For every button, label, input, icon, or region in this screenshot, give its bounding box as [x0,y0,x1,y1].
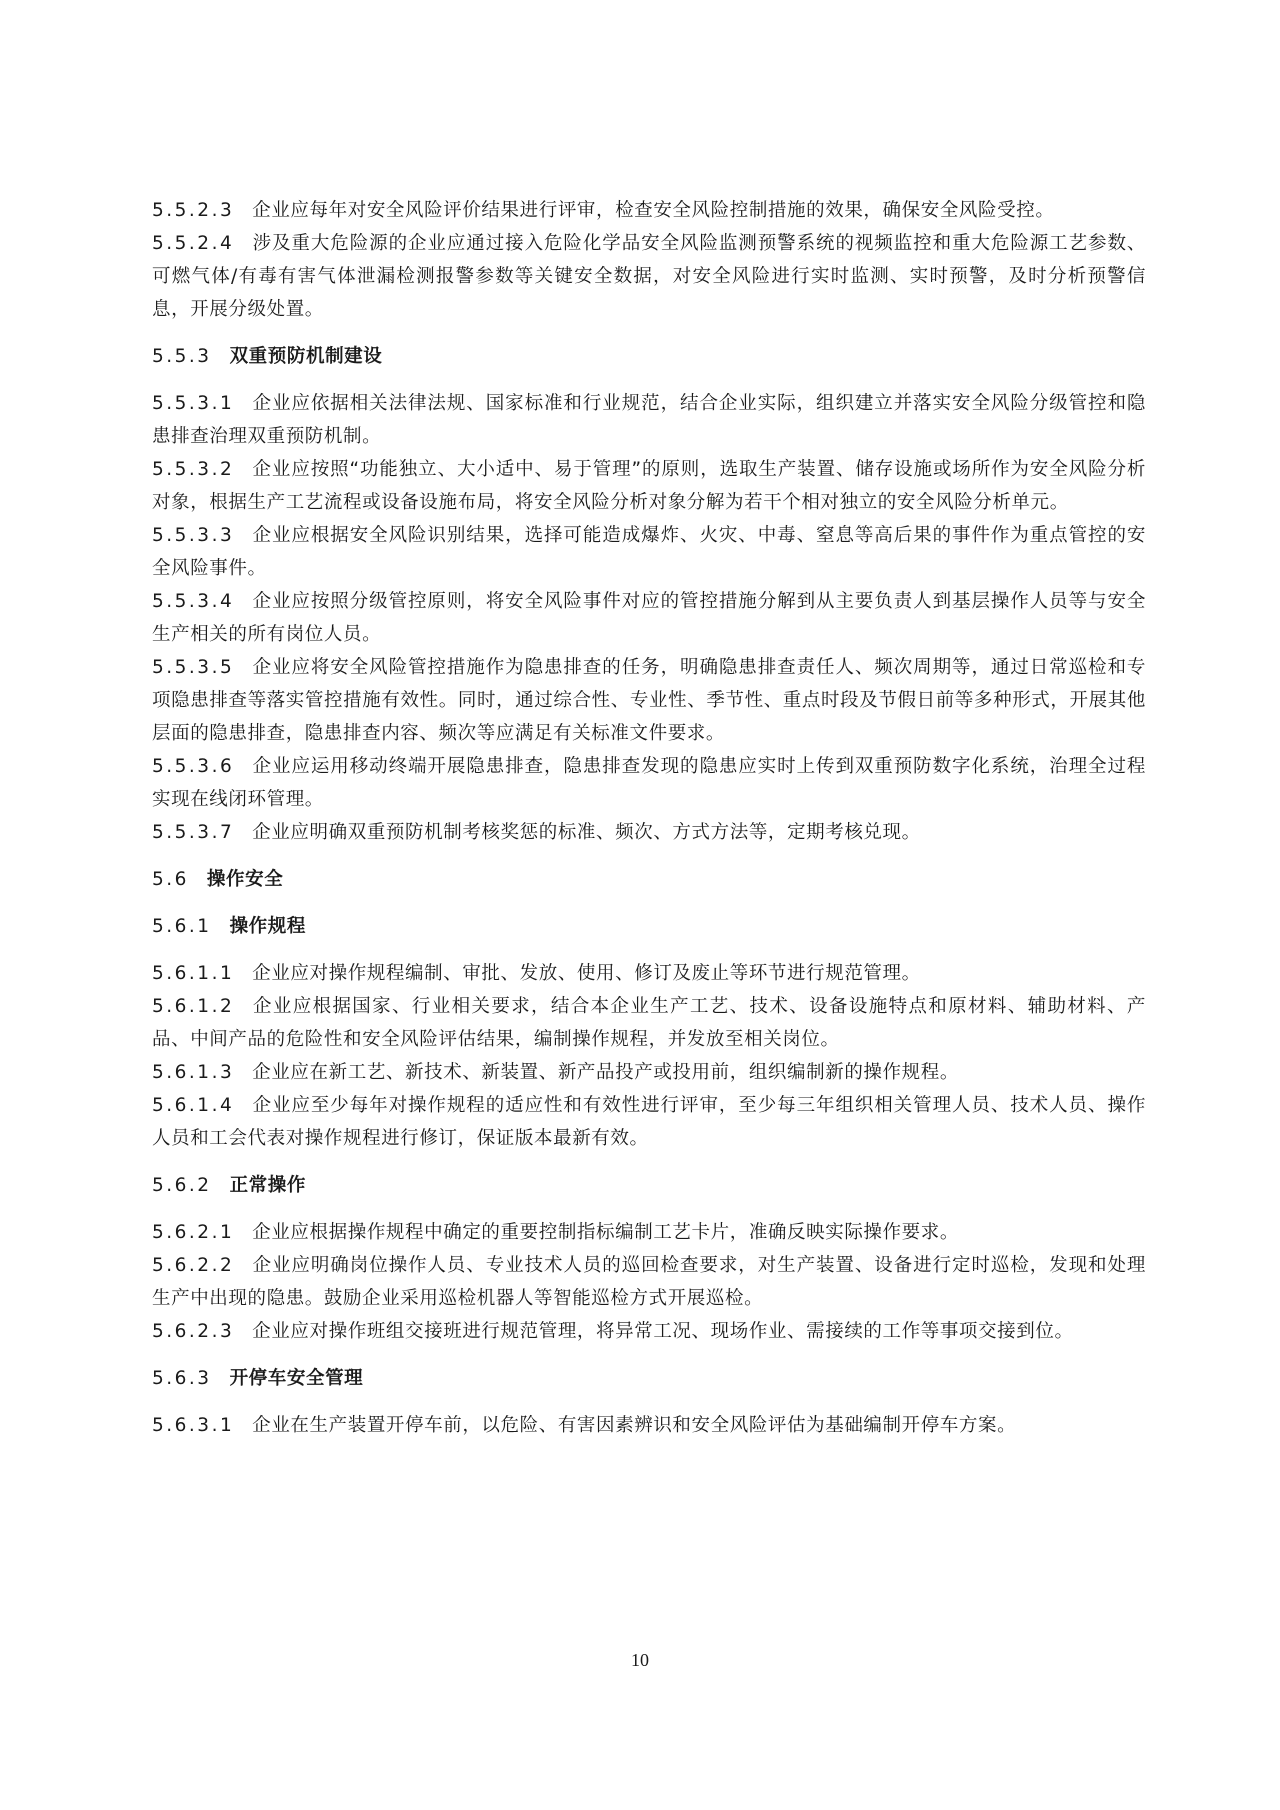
clause-number: 5.5.3.1 [152,393,235,414]
clause-text: 企业应每年对安全风险评价结果进行评审，检查安全风险控制措施的效果，确保安全风险受控。 [252,200,1055,221]
clause-5-5-2-3 [152,194,1146,227]
clause-5-6-2-2 [152,1249,1146,1315]
clause-5-6-1-2 [152,990,1146,1056]
section-heading-5-5-3 [152,340,1146,373]
clause-text: 企业应对操作规程编制、审批、发放、使用、修订及废止等环节进行规范管理。 [252,963,921,984]
clause-text: 企业应明确岗位操作人员、专业技术人员的巡回检查要求，对生产装置、设备进行定时巡检，发现和处理生产中出现的隐患。鼓励企业采用巡检机器人等智能巡检方式开展巡检。 [152,1255,1146,1309]
clause-number: 5.6.2.2 [152,1255,235,1276]
clause-5-6-2-3 [152,1315,1146,1348]
clause-number: 5.6.2.3 [152,1321,235,1342]
clause-5-5-2-4 [152,227,1146,326]
clause-5-5-3-3 [152,519,1146,585]
clause-text: 企业在生产装置开停车前，以危险、有害因素辨识和安全风险评估为基础编制开停车方案。 [252,1415,1017,1436]
clause-text: 企业应运用移动终端开展隐患排查，隐患排查发现的隐患应实时上传到双重预防数字化系统，治理全过程实现在线闭环管理。 [152,756,1146,810]
clause-number: 5.6.1.4 [152,1095,235,1116]
clause-5-6-1-4 [152,1089,1146,1155]
clause-5-6-1-3 [152,1056,1146,1089]
clause-number: 5.5.3.7 [152,822,235,843]
clause-text: 企业应对操作班组交接班进行规范管理，将异常工况、现场作业、需接续的工作等事项交接到位。 [252,1321,1074,1342]
clause-text: 企业应明确双重预防机制考核奖惩的标准、频次、方式方法等，定期考核兑现。 [252,822,921,843]
clause-text: 企业应根据国家、行业相关要求，结合本企业生产工艺、技术、设备设施特点和原材料、辅助材料、产品、中间产品的危险性和安全风险评估结果，编制操作规程，并发放至相关岗位。 [152,996,1146,1050]
clause-5-5-3-5 [152,651,1146,750]
clause-text: 企业应至少每年对操作规程的适应性和有效性进行评审，至少每三年组织相关管理人员、技术人员、操作人员和工会代表对操作规程进行修订，保证版本最新有效。 [152,1095,1146,1149]
section-number: 5.6 [152,869,189,890]
section-heading-5-6-2 [152,1169,1146,1202]
section-heading-5-6-3 [152,1362,1146,1395]
clause-5-5-3-2 [152,453,1146,519]
clause-number: 5.6.1.3 [152,1062,235,1083]
clause-number: 5.5.3.4 [152,591,235,612]
section-title: 操作规程 [229,916,306,937]
section-title: 双重预防机制建设 [229,346,383,367]
clause-5-6-3-1 [152,1409,1146,1442]
clause-text: 涉及重大危险源的企业应通过接入危险化学品安全风险监测预警系统的视频监控和重大危险源工艺参数、可燃气体/有毒有害气体泄漏检测报警参数等关键安全数据，对安全风险进行实时监测、实时预警，及时分析预警信息，开展分级处置。 [152,233,1146,320]
clause-text: 企业应按照“功能独立、大小适中、易于管理”的原则，选取生产装置、储存设施或场所作为安全风险分析对象，根据生产工艺流程或设备设施布局，将安全风险分析对象分解为若干个相对独立的安全风险分析单元。 [152,459,1146,513]
clause-text: 企业应将安全风险管控措施作为隐患排查的任务，明确隐患排查责任人、频次周期等，通过日常巡检和专项隐患排查等落实管控措施有效性。同时，通过综合性、专业性、季节性、重点时段及节假日前等多种形式，开展其他层面的隐患排查，隐患排查内容、频次等应满足有关标准文件要求。 [152,657,1146,744]
section-heading-5-6 [152,863,1146,896]
section-number: 5.6.1 [152,916,212,937]
clause-number: 5.5.3.6 [152,756,235,777]
clause-text: 企业应依据相关法律法规、国家标准和行业规范，结合企业实际，组织建立并落实安全风险分级管控和隐患排查治理双重预防机制。 [152,393,1146,447]
section-number: 5.6.3 [152,1368,212,1389]
clause-text: 企业应根据操作规程中确定的重要控制指标编制工艺卡片，准确反映实际操作要求。 [252,1222,959,1243]
clause-number: 5.6.1.2 [152,996,235,1017]
section-title: 操作安全 [206,869,284,890]
clause-5-5-3-6 [152,750,1146,816]
section-heading-5-6-1 [152,910,1146,943]
clause-number: 5.6.1.1 [152,963,235,984]
clause-5-5-3-4 [152,585,1146,651]
clause-text: 企业应在新工艺、新技术、新装置、新产品投产或投用前，组织编制新的操作规程。 [252,1062,959,1083]
clause-number: 5.5.2.4 [152,233,235,254]
clause-number: 5.5.3.2 [152,459,235,480]
section-number: 5.5.3 [152,346,212,367]
section-title: 正常操作 [229,1175,306,1196]
clause-number: 5.6.2.1 [152,1222,235,1243]
section-number: 5.6.2 [152,1175,212,1196]
page-number: 10 [631,1650,649,1670]
clause-5-5-3-7 [152,816,1146,849]
clause-number: 5.5.3.5 [152,657,235,678]
clause-number: 5.6.3.1 [152,1415,235,1436]
clause-text: 企业应根据安全风险识别结果，选择可能造成爆炸、火灾、中毒、窒息等高后果的事件作为重点管控的安全风险事件。 [152,525,1146,579]
clause-5-5-3-1 [152,387,1146,453]
section-title: 开停车安全管理 [229,1368,364,1389]
document-page [152,194,1146,1442]
clause-text: 企业应按照分级管控原则，将安全风险事件对应的管控措施分解到从主要负责人到基层操作人员等与安全生产相关的所有岗位人员。 [152,591,1146,645]
clause-number: 5.5.3.3 [152,525,235,546]
clause-number: 5.5.2.3 [152,200,235,221]
clause-5-6-2-1 [152,1216,1146,1249]
clause-5-6-1-1 [152,957,1146,990]
